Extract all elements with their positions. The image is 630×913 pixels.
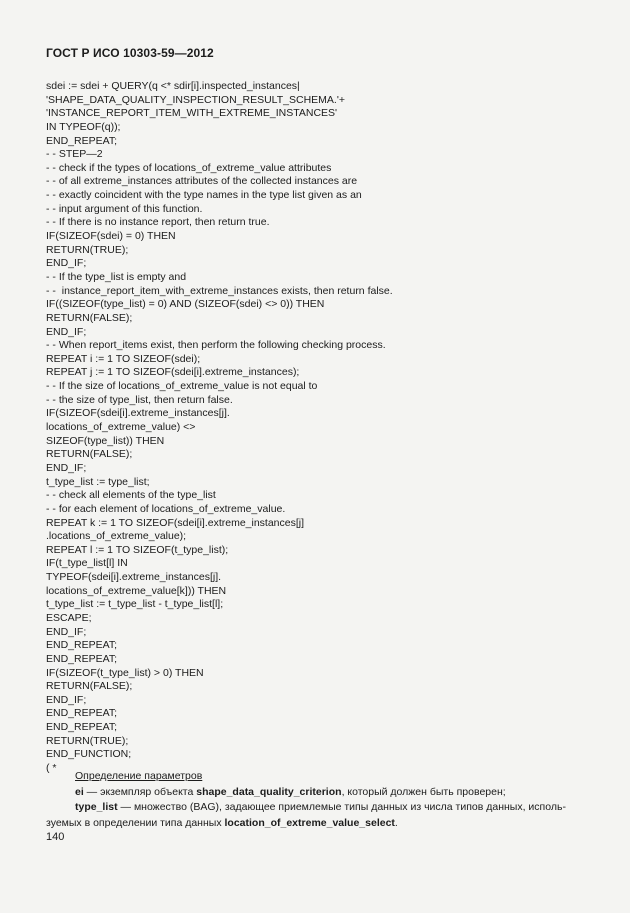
code-line: sdei := sdei + QUERY(q <* sdir[i].inspected_instances| [46, 80, 300, 92]
page-number: 140 [46, 831, 65, 843]
code-line: END_IF; [46, 625, 87, 638]
parameter-select-type: location_of_extreme_value_select [224, 816, 395, 829]
code-line: TYPEOF(sdei[i].extreme_instances[j]. [46, 571, 222, 584]
code-line: END_IF; [46, 461, 87, 474]
code-line: SIZEOF(type_list)) THEN [46, 434, 165, 447]
code-line: END_REPEAT; [46, 639, 117, 652]
code-line: REPEAT l := 1 TO SIZEOF(t_type_list); [46, 543, 229, 556]
code-line: END_IF; [46, 693, 87, 706]
code-line: RETURN(TRUE); [46, 243, 129, 256]
code-line: - - instance_report_item_with_extreme_instances exists, then return false. [46, 284, 393, 297]
code-line: END_REPEAT; [46, 707, 117, 720]
code-line: - - exactly coincident with the type names in the type list given as an [46, 189, 362, 202]
code-line: - - for each element of locations_of_extreme_value. [46, 502, 286, 515]
parameter-type-list [46, 800, 606, 816]
code-line: IF(SIZEOF(sdei[i].extreme_instances[j]. [46, 407, 230, 420]
code-line: IF(SIZEOF(t_type_list) > 0) THEN [46, 666, 204, 679]
code-line: - - input argument of this function. [46, 202, 203, 215]
parameter-definitions [46, 769, 606, 831]
code-line: ESCAPE; [46, 611, 92, 624]
parameter-definitions-heading: Определение параметров [75, 770, 203, 782]
code-line: t_type_list := t_type_list - t_type_list[l]; [46, 598, 224, 611]
code-line: locations_of_extreme_value[k])) THEN [46, 584, 227, 597]
code-line: RETURN(FALSE); [46, 311, 133, 324]
parameter-text: — экземпляр объекта [83, 785, 197, 798]
parameter-text: , который должен быть проверен; [341, 785, 506, 798]
code-line: RETURN(FALSE); [46, 448, 133, 461]
parameter-ei [46, 785, 606, 801]
parameter-term: ei [75, 785, 84, 798]
parameter-text: . [394, 816, 398, 829]
code-line: REPEAT i := 1 TO SIZEOF(sdei); [46, 352, 201, 365]
code-line: IF(t_type_list[l] IN [46, 557, 128, 570]
code-line: .locations_of_extreme_value); [46, 530, 187, 543]
code-line: END_FUNCTION; [46, 748, 132, 761]
code-line: - - the size of type_list, then return false. [46, 393, 233, 406]
code-line: RETURN(TRUE); [46, 734, 129, 747]
code-line: IN TYPEOF(q)); [46, 120, 121, 133]
code-line: - - of all extreme_instances attributes of the collected instances are [46, 175, 358, 188]
code-line: RETURN(FALSE); [46, 680, 133, 693]
parameter-text: — множество (BAG), задающее приемлемые типы данных из числа типов данных, исполь- [117, 801, 566, 813]
code-line: - - STEP—2 [46, 148, 103, 161]
code-line: t_type_list := type_list; [46, 475, 150, 488]
code-line: ( * [46, 762, 57, 775]
code-line: REPEAT j := 1 TO SIZEOF(sdei[i].extreme_instances); [46, 366, 300, 379]
code-line: - - If the type_list is empty and [46, 270, 187, 283]
page-header: ГОСТ Р ИСО 10303-59—2012 [46, 46, 214, 60]
code-line: END_IF; [46, 325, 87, 338]
code-listing [46, 80, 606, 776]
code-line: END_REPEAT; [46, 721, 117, 734]
parameter-term: type_list [75, 801, 118, 813]
code-line: - - check if the types of locations_of_extreme_value attributes [46, 161, 332, 174]
parameter-entity: shape_data_quality_criterion [196, 785, 342, 798]
parameter-type-list-continuation [46, 816, 606, 832]
code-line: REPEAT k := 1 TO SIZEOF(sdei[i].extreme_instances[j] [46, 516, 305, 529]
code-line: - - If the size of locations_of_extreme_value is not equal to [46, 380, 318, 393]
code-line: END_IF; [46, 257, 87, 270]
code-line: IF(SIZEOF(sdei) = 0) THEN [46, 230, 176, 243]
code-line: IF((SIZEOF(type_list) = 0) AND (SIZEOF(sdei) <> 0)) THEN [46, 298, 325, 311]
code-line: locations_of_extreme_value) <> [46, 421, 196, 434]
code-line: - - If there is no instance report, then return true. [46, 216, 270, 229]
parameter-text: зуемых в определении типа данных [46, 816, 225, 829]
code-line: - - When report_items exist, then perform the following checking process. [46, 339, 386, 352]
code-line: END_REPEAT; [46, 652, 117, 665]
code-line: - - check all elements of the type_list [46, 489, 216, 502]
code-line: 'SHAPE_DATA_QUALITY_INSPECTION_RESULT_SCHEMA.'+ [46, 93, 345, 106]
code-line: END_REPEAT; [46, 134, 117, 147]
code-line: 'INSTANCE_REPORT_ITEM_WITH_EXTREME_INSTANCES' [46, 107, 338, 120]
